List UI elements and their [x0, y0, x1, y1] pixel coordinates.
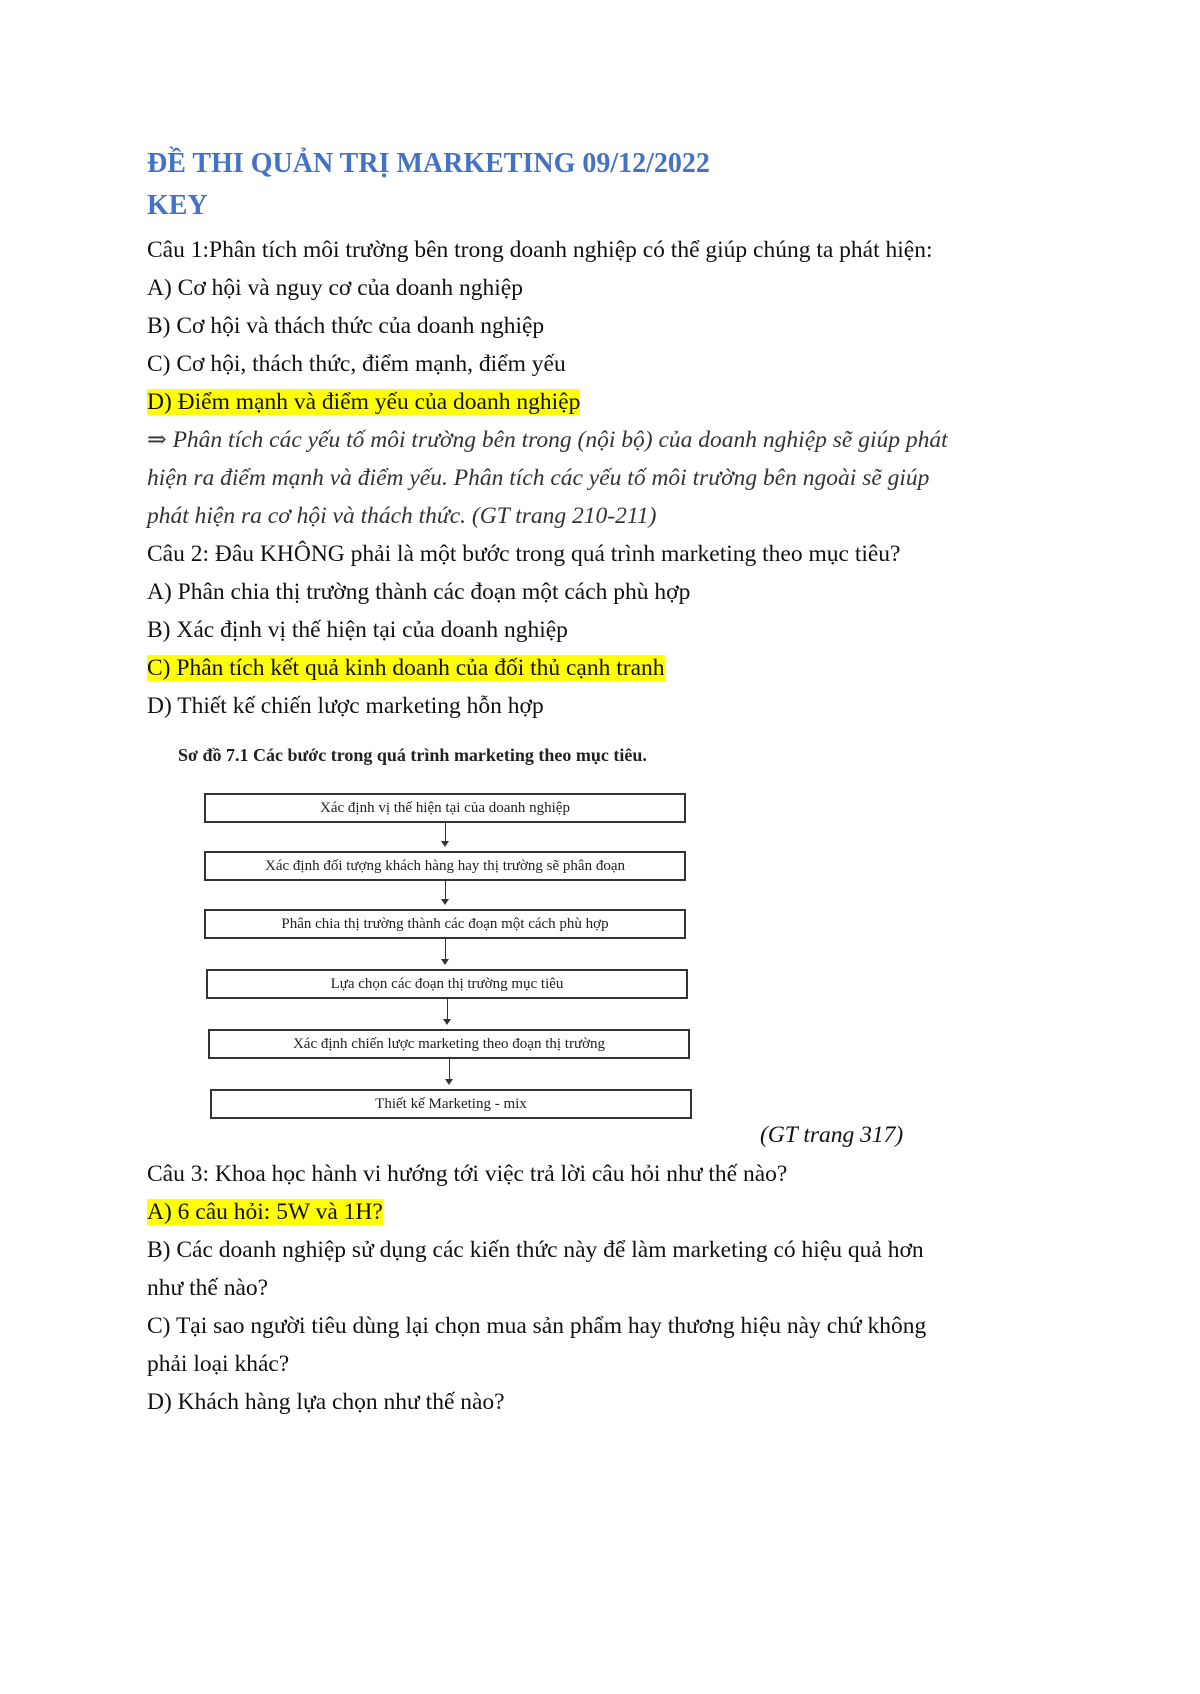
q2-option-b: B) Xác định vị thế hiện tại của doanh nghiệp [147, 617, 568, 643]
q1-option-b: B) Cơ hội và thách thức của doanh nghiệp [147, 313, 545, 339]
diagram-caption: Sơ đồ 7.1 Các bước trong quá trình marketing theo mục tiêu. [178, 745, 647, 765]
diagram-step-6: Thiết kế Marketing - mix [210, 1089, 692, 1119]
q3-option-b-line-2: như thế nào? [147, 1275, 269, 1301]
q1-explanation-line-3: phát hiện ra cơ hội và thách thức. (GT trang 210-211) [147, 503, 657, 529]
answer-highlight: C) Phân tích kết quả kinh doanh của đối thủ cạnh tranh [147, 655, 665, 681]
answer-highlight: D) Điểm mạnh và điểm yếu của doanh nghiệp [147, 389, 581, 415]
q1-option-a: A) Cơ hội và nguy cơ của doanh nghiệp [147, 275, 523, 301]
diagram-step-5: Xác định chiến lược marketing theo đoạn thị trường [208, 1029, 690, 1059]
diagram-arrow [445, 823, 446, 845]
q3-option-c-line-1: C) Tại sao người tiêu dùng lại chọn mua sản phẩm hay thương hiệu này chứ không [147, 1313, 927, 1339]
diagram-step-3: Phân chia thị trường thành các đoạn một cách phù hợp [204, 909, 686, 939]
q2-option-c-answer [147, 654, 665, 682]
q1-option-d-answer [147, 388, 580, 416]
key-heading: KEY [147, 190, 208, 221]
process-diagram [170, 745, 730, 1125]
diagram-arrow [445, 881, 446, 903]
exam-title: ĐỀ THI QUẢN TRỊ MARKETING 09/12/2022 [147, 148, 710, 179]
question-3: Câu 3: Khoa học hành vi hướng tới việc trả lời câu hỏi như thế nào? [147, 1161, 788, 1187]
diagram-step-2: Xác định đối tượng khách hàng hay thị trường sẽ phân đoạn [204, 851, 686, 881]
diagram-step-1: Xác định vị thế hiện tại của doanh nghiệp [204, 793, 686, 823]
diagram-step-4: Lựa chọn các đoạn thị trường mục tiêu [206, 969, 688, 999]
q3-option-b-line-1: B) Các doanh nghiệp sử dụng các kiến thức này để làm marketing có hiệu quả hơn [147, 1237, 924, 1263]
q1-explanation-line-2: hiện ra điểm mạnh và điểm yếu. Phân tích các yếu tố môi trường bên ngoài sẽ giúp [147, 465, 930, 491]
diagram-arrow [447, 999, 448, 1023]
q3-option-d: D) Khách hàng lựa chọn như thế nào? [147, 1389, 505, 1415]
q3-option-a-answer [147, 1198, 383, 1226]
question-2: Câu 2: Đâu KHÔNG phải là một bước trong quá trình marketing theo mục tiêu? [147, 541, 901, 567]
q3-option-c-line-2: phải loại khác? [147, 1351, 290, 1377]
diagram-arrow [449, 1059, 450, 1083]
question-1: Câu 1:Phân tích môi trường bên trong doanh nghiệp có thể giúp chúng ta phát hiện: [147, 237, 933, 263]
q1-option-c: C) Cơ hội, thách thức, điểm mạnh, điểm yếu [147, 351, 566, 377]
diagram-arrow [445, 939, 446, 963]
answer-highlight: A) 6 câu hỏi: 5W và 1H? [147, 1199, 383, 1225]
page-reference: (GT trang 317) [760, 1122, 904, 1148]
q2-option-a: A) Phân chia thị trường thành các đoạn một cách phù hợp [147, 579, 691, 605]
q1-explanation-line-1: ⇒ Phân tích các yếu tố môi trường bên trong (nội bộ) của doanh nghiệp sẽ giúp phát [147, 427, 948, 453]
q2-option-d: D) Thiết kế chiến lược marketing hỗn hợp [147, 693, 544, 719]
